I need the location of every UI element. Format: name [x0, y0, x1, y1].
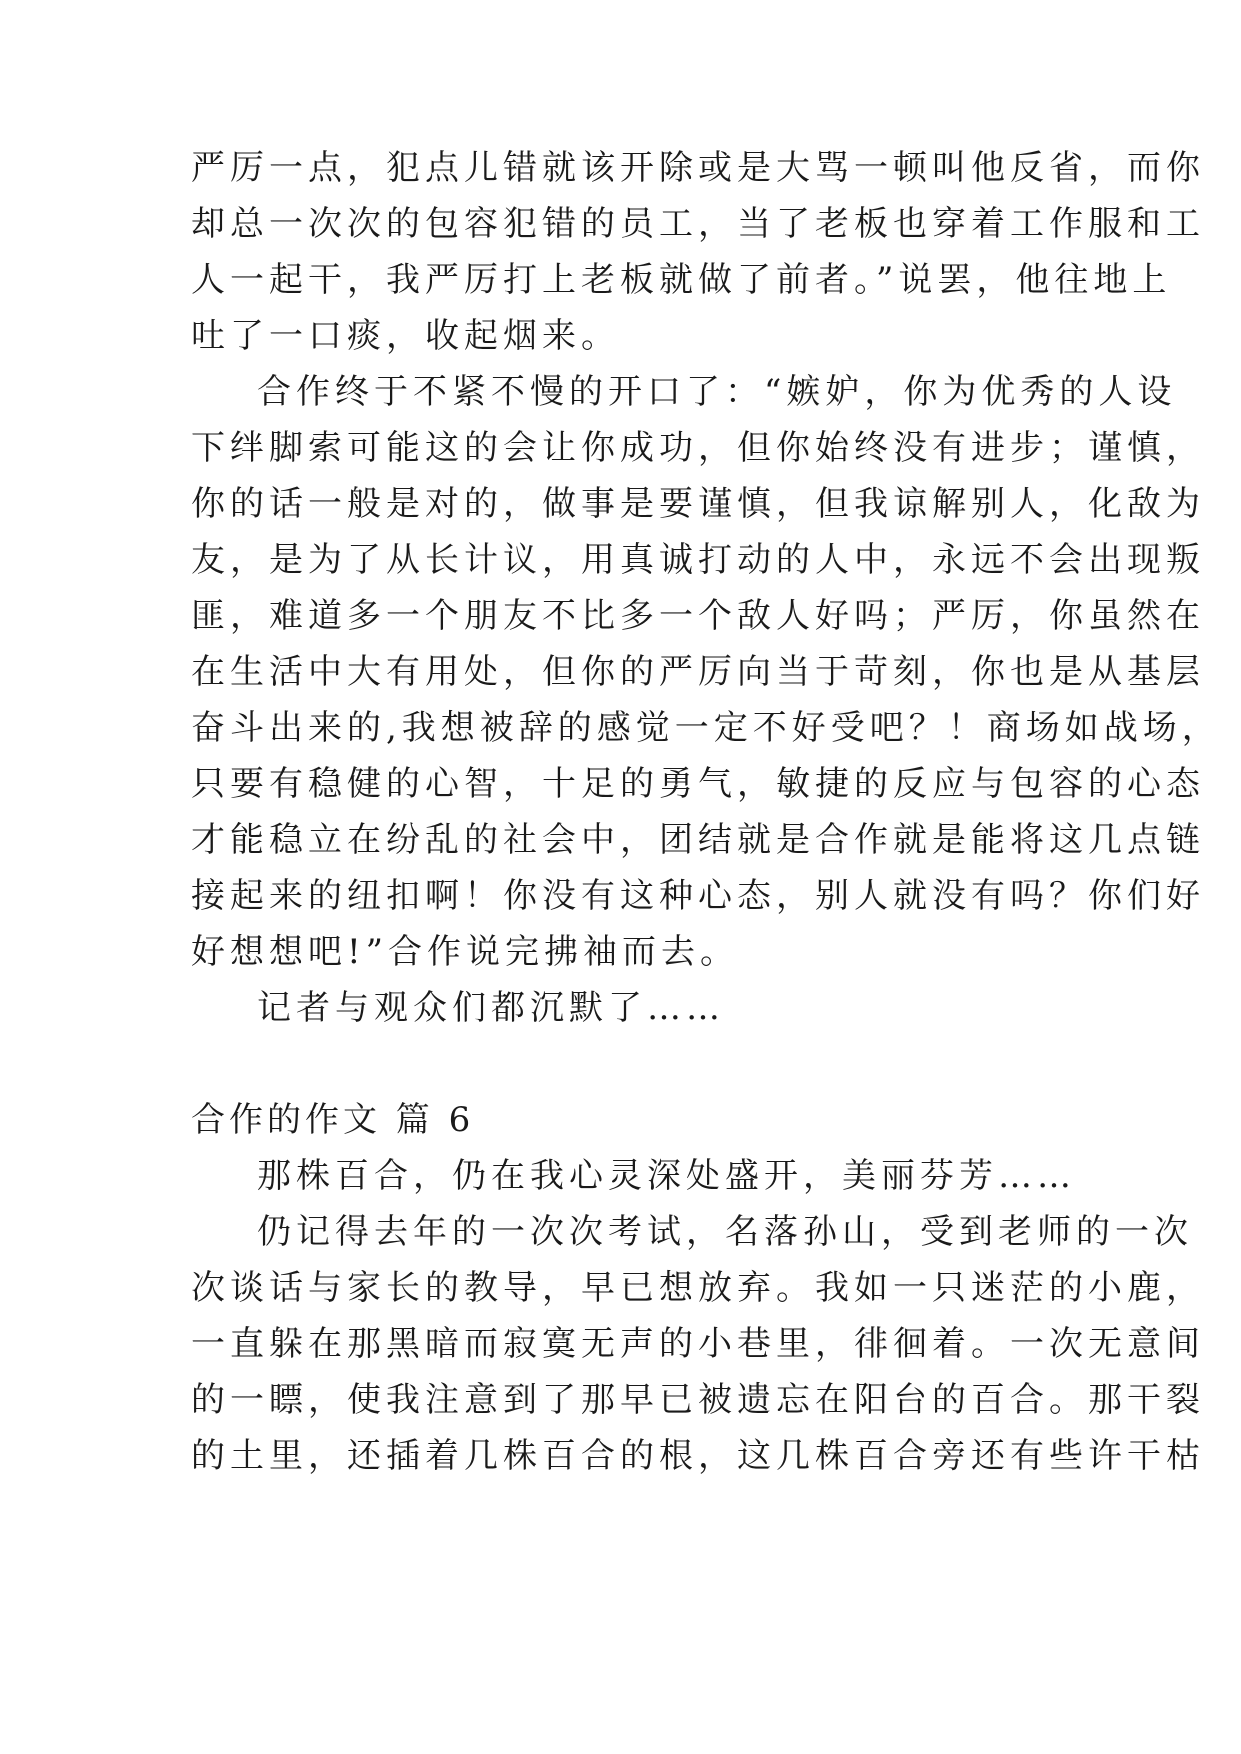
paragraph-line: 在生活中大有用处，但你的严厉向当于苛刻，你也是从基层: [191, 652, 1205, 692]
paragraph-line: 合作终于不紧不慢的开口了：“嫉妒，你为优秀的人设: [257, 372, 1177, 412]
paragraph-line: 匪，难道多一个朋友不比多一个敌人好吗；严厉，你虽然在: [191, 596, 1205, 636]
paragraph-line: 一直躲在那黑暗而寂寞无声的小巷里，徘徊着。一次无意间: [191, 1324, 1205, 1364]
paragraph-line: 才能稳立在纷乱的社会中，团结就是合作就是能将这几点链: [191, 820, 1205, 860]
paragraph-line: 严厉一点，犯点儿错就该开除或是大骂一顿叫他反省，而你: [191, 148, 1205, 188]
section-heading: 合作的作文 篇 6: [191, 1100, 475, 1140]
paragraph-line: 下绊脚索可能这的会让你成功，但你始终没有进步；谨慎，: [191, 428, 1205, 468]
paragraph-line: 你的话一般是对的，做事是要谨慎，但我谅解别人，化敌为: [191, 484, 1205, 524]
paragraph-line: 仍记得去年的一次次考试，名落孙山，受到老师的一次: [257, 1212, 1193, 1252]
paragraph-line: 的土里，还插着几株百合的根，这几株百合旁还有些许干枯: [191, 1436, 1205, 1476]
paragraph-line: 奋斗出来的,我想被辞的感觉一定不好受吧？！商场如战场，: [191, 708, 1221, 748]
paragraph-line: 记者与观众们都沉默了……: [257, 988, 725, 1028]
paragraph-line: 的一瞟，使我注意到了那早已被遗忘在阳台的百合。那干裂: [191, 1380, 1205, 1420]
paragraph-line: 人一起干，我严厉打上老板就做了前者。”说罢，他往地上: [191, 260, 1172, 300]
paragraph-line: 接起来的纽扣啊！你没有这种心态，别人就没有吗？你们好: [191, 876, 1205, 916]
paragraph-line: 好想想吧!”合作说完拂袖而去。: [191, 932, 740, 972]
paragraph-line: 次谈话与家长的教导，早已想放弃。我如一只迷茫的小鹿，: [191, 1268, 1205, 1308]
paragraph-line: 却总一次次的包容犯错的员工，当了老板也穿着工作服和工: [191, 204, 1205, 244]
paragraph-line: 友，是为了从长计议，用真诚打动的人中，永远不会出现叛: [191, 540, 1205, 580]
paragraph-line: 那株百合，仍在我心灵深处盛开，美丽芬芳……: [257, 1156, 1076, 1196]
paragraph-line: 吐了一口痰，收起烟来。: [191, 316, 620, 356]
paragraph-line: 只要有稳健的心智，十足的勇气，敏捷的反应与包容的心态: [191, 764, 1205, 804]
